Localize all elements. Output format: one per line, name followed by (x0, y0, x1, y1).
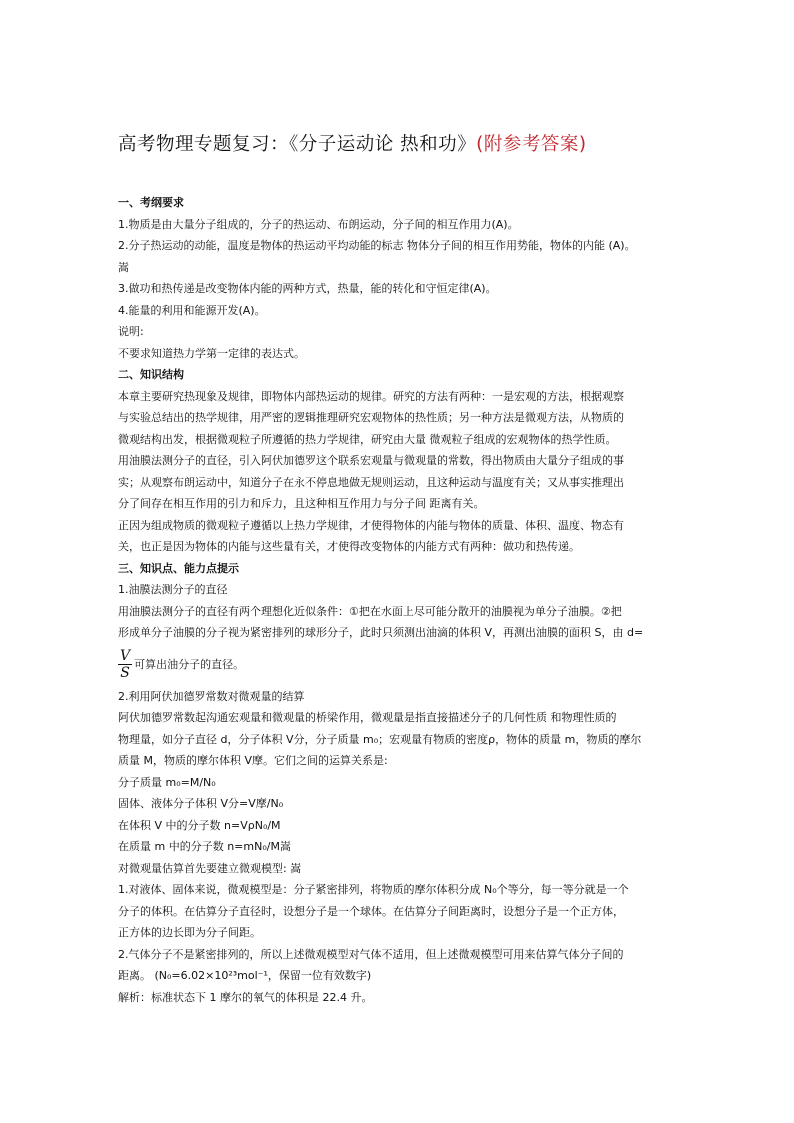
body-line: 分子的体积。在估算分子直径时，设想分子是一个球体。在估算分子间距离时，设想分子是一个正方体， (118, 904, 624, 918)
subsection-heading: 2.利用阿伏加德罗常数对微观量的结算 (118, 689, 305, 703)
body-line: 阿伏加德罗常数起沟通宏观量和微观量的桥梁作用，微观量是指直接描述分子的几何性质 和物理性质的 (118, 711, 617, 724)
body-line: 实；从观察布朗运动中，知道分子在永不停息地做无规则运动，且这种运动与温度有关；又从事实推理出 (118, 475, 624, 489)
fraction-v-over-s (118, 648, 132, 681)
body-line: 距离。 (N₀=6.02×10²³mol⁻¹，保留一位有效数字) (118, 969, 372, 982)
body-line: 4.能量的利用和能源开发(A)。 (118, 303, 266, 317)
section-heading-3: 三、知识点、能力点提示 (118, 561, 239, 575)
stray-glyph: 嵩 (118, 260, 129, 274)
body-line: 本章主要研究热现象及规律，即物体内部热运动的规律。研究的方法有两种：一是宏观的方法，根据观察 (118, 389, 624, 403)
body-line: 对微观量估算首先要建立微观模型: 嵩 (118, 861, 302, 875)
body-line: 关，也正是因为物体的内能与这些量有关，才使得改变物体的内能方式有两种：做功和热传递。 (118, 540, 580, 553)
body-line: 分了间存在相互作用的引力和斥力，且这种相互作用力与分子间 距离有关。 (118, 497, 485, 510)
body-line: 物理量，如分子直径 d，分子体积 V分，分子质量 m₀；宏观量有物质的密度ρ，物体的质量 m，物质的摩尔 (118, 732, 642, 746)
formula-text: 可算出油分子的直径。 (134, 657, 245, 671)
fraction-numerator: V (120, 648, 131, 664)
section-heading-1: 一、考纲要求 (118, 196, 184, 209)
body-line: 不要求知道热力学第一定律的表达式。 (118, 346, 305, 360)
note-label: 说明: (118, 325, 144, 338)
section-heading-2: 二、知识结构 (118, 368, 184, 381)
page-title (118, 133, 698, 157)
formula-line (118, 644, 686, 686)
body-line: 2.分子热运动的动能，温度是物体的热运动平均动能的标志 物体分子间的相互作用势能，物体的内能 (A)。 (118, 239, 636, 252)
body-line: 2.气体分子不是紧密排列的，所以上述微观模型对气体不适用，但上述微观模型可用来估算气体分子间的 (118, 947, 624, 961)
body-line: 质量 M，物质的摩尔体积 V摩。它们之间的运算关系是: (118, 754, 388, 767)
fraction-denominator: S (120, 665, 130, 681)
solution-line: 解析：标准状态下 1 摩尔的氧气的体积是 22.4 升。 (118, 990, 373, 1004)
formula-line: 在体积 V 中的分子数 n=VρN₀/M (118, 818, 281, 832)
body-line: 1.对液体、固体来说，微观模型是：分子紧密排列，将物质的摩尔体积分成 N₀个等分，每一等分就是一个 (118, 883, 629, 896)
body-line: 与实验总结出的热学规律，用严密的逻辑推理研究宏观物体的热性质；另一种方法是微观方法，从物质的 (118, 411, 624, 424)
body-line: 1.物质是由大量分子组成的，分子的热运动、布朗运动，分子间的相互作用力(A)。 (118, 217, 519, 231)
title-answer-note: (附参考答案) (476, 134, 587, 155)
body-line: 3.做功和热传递是改变物体内能的两种方式，热量，能的转化和守恒定律(A)。 (118, 282, 497, 295)
formula-line: 在质量 m 中的分子数 n=mN₀/M嵩 (118, 840, 291, 853)
body-line: 形成单分子油膜的分子视为紧密排列的球形分子，此时只须测出油滴的体积 V，再测出油膜的面积 S，由 d= (118, 626, 644, 639)
formula-line: 固体、液体分子体积 V分=V摩/N₀ (118, 797, 284, 810)
formula-line: 分子质量 m₀=M/N₀ (118, 775, 216, 789)
body-line: 微观结构出发，根据微观粒子所遵循的热力学规律，研究由大量 微观粒子组成的宏观物体的热学性质。 (118, 432, 617, 446)
document-body (118, 192, 686, 1008)
body-line: 正因为组成物质的微观粒子遵循以上热力学规律，才使得物体的内能与物体的质量、体积、温度、物态有 (118, 518, 624, 532)
body-line: 用油膜法测分子的直径有两个理想化近似条件：①把在水面上尽可能分散开的油膜视为单分子油膜。②把 (118, 604, 622, 618)
body-line: 正方体的边长即为分子间距。 (118, 926, 261, 939)
body-line: 用油膜法测分子的直径，引入阿伏加德罗这个联系宏观量与微观量的常数，得出物质由大量分子组成的事 (118, 454, 624, 467)
title-main: 高考物理专题复习：《分子运动论 热和功》 (118, 134, 477, 155)
subsection-heading: 1.油膜法测分子的直径 (118, 583, 228, 596)
